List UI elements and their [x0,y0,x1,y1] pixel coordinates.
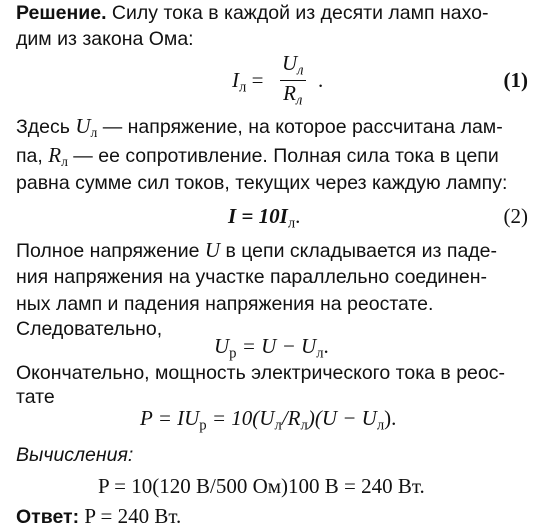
eq3-rheostat-voltage-symbol: U [214,334,230,358]
eq4-part-b: = 10(U [206,406,275,430]
equation-3 [214,334,329,362]
answer-label: Ответ: [16,506,80,528]
eq4-sub-3: л [300,417,308,434]
equation-2 [228,204,300,232]
p4-line2-text: тате [16,386,55,408]
answer-line [16,506,181,528]
p3-line3-text: ных ламп и падения напряжения на реостате. [16,293,434,315]
p3-line4-text: Следовательно, [16,318,163,340]
eq2-lhs: I = 10 [228,204,280,228]
p2-text: Здесь [16,116,76,138]
p4-line1-text: Окончательно, мощность электрического тока в реос- [16,362,505,384]
p2-text-continued: — напряжение, на которое рассчитана лам- [97,116,503,138]
eq4-part-a: P = IU [140,406,200,430]
equation-4 [140,406,396,434]
paragraph-4-line-2 [16,388,55,408]
p2-resistance-symbol: R [48,143,62,167]
equation-1-fraction [280,52,306,108]
solution-text-1: Силу тока в каждой из десяти ламп нахо- [106,2,489,24]
eq3-rhs: = U − U [236,334,317,358]
p2-line2-text-continued: — ее сопротивление. Полная сила тока в цепи [67,145,499,167]
eq1-current-symbol: I [232,68,239,92]
eq4-sub-4: л [376,417,385,434]
eq1-current-subscript: л [239,79,247,96]
paragraph-3-line-1 [16,240,497,262]
calculations-heading: Вычисления: [16,444,134,466]
eq1-denominator-subscript: л [296,91,303,108]
paragraph-3-line-2 [16,268,487,288]
paragraph-2-line-3 [16,174,507,194]
eq4-sub-1: р [199,417,207,434]
equation-1-number: (1) [503,68,528,92]
solution-text-2: дим из закона Ома: [16,28,194,50]
p2-line3-text: равна сумме сил токов, текущих через каждую лампу: [16,172,508,194]
eq4-sub-2: л [274,417,282,434]
eq4-part-d: )(U − U [307,406,377,430]
paragraph-2-line-1 [16,116,503,140]
eq1-equals: = [251,68,264,92]
eq2-subscript: л [287,215,296,232]
eq1-numerator-subscript: л [297,62,304,79]
answer-value: P = 240 Вт. [79,504,182,528]
paragraph-3-line-4 [16,320,162,340]
p2-resistance-subscript: л [61,154,68,170]
eq1-period: . [318,68,324,92]
p3-text: Полное напряжение [16,240,205,262]
p2-voltage-subscript: л [90,125,98,141]
calculation-formula: P = 10(120 В/500 Ом)100 В = 240 Вт. [98,474,425,498]
solution-label: Решение. [16,2,107,24]
paragraph-2-line-2 [16,145,499,169]
paragraph-solution-line-2 [16,30,194,50]
p2-voltage-symbol: U [75,114,91,138]
paragraph-3-line-3 [16,295,433,315]
eq2-period: . [295,204,301,228]
eq2-current-symbol: I [279,204,288,228]
eq1-numerator: U [282,51,298,75]
eq4-part-c: /R [281,406,301,430]
paragraph-solution-line-1 [16,4,489,24]
eq3-subscript-2: л [316,345,324,362]
paragraph-4-line-1 [16,364,505,384]
equation-1-lhs [232,68,263,96]
p3-line2-text: ния напряжения на участке параллельно соединен- [16,266,487,288]
eq1-denominator: R [283,80,296,105]
eq4-part-e: ). [384,406,397,430]
p3-voltage-symbol: U [204,238,221,262]
p3-text-continued: в цепи складывается из паде- [220,240,498,262]
eq3-subscript: р [229,345,237,362]
equation-2-number: (2) [503,204,528,228]
eq3-period: . [323,334,329,358]
p2-line2-text: па, [16,145,49,167]
